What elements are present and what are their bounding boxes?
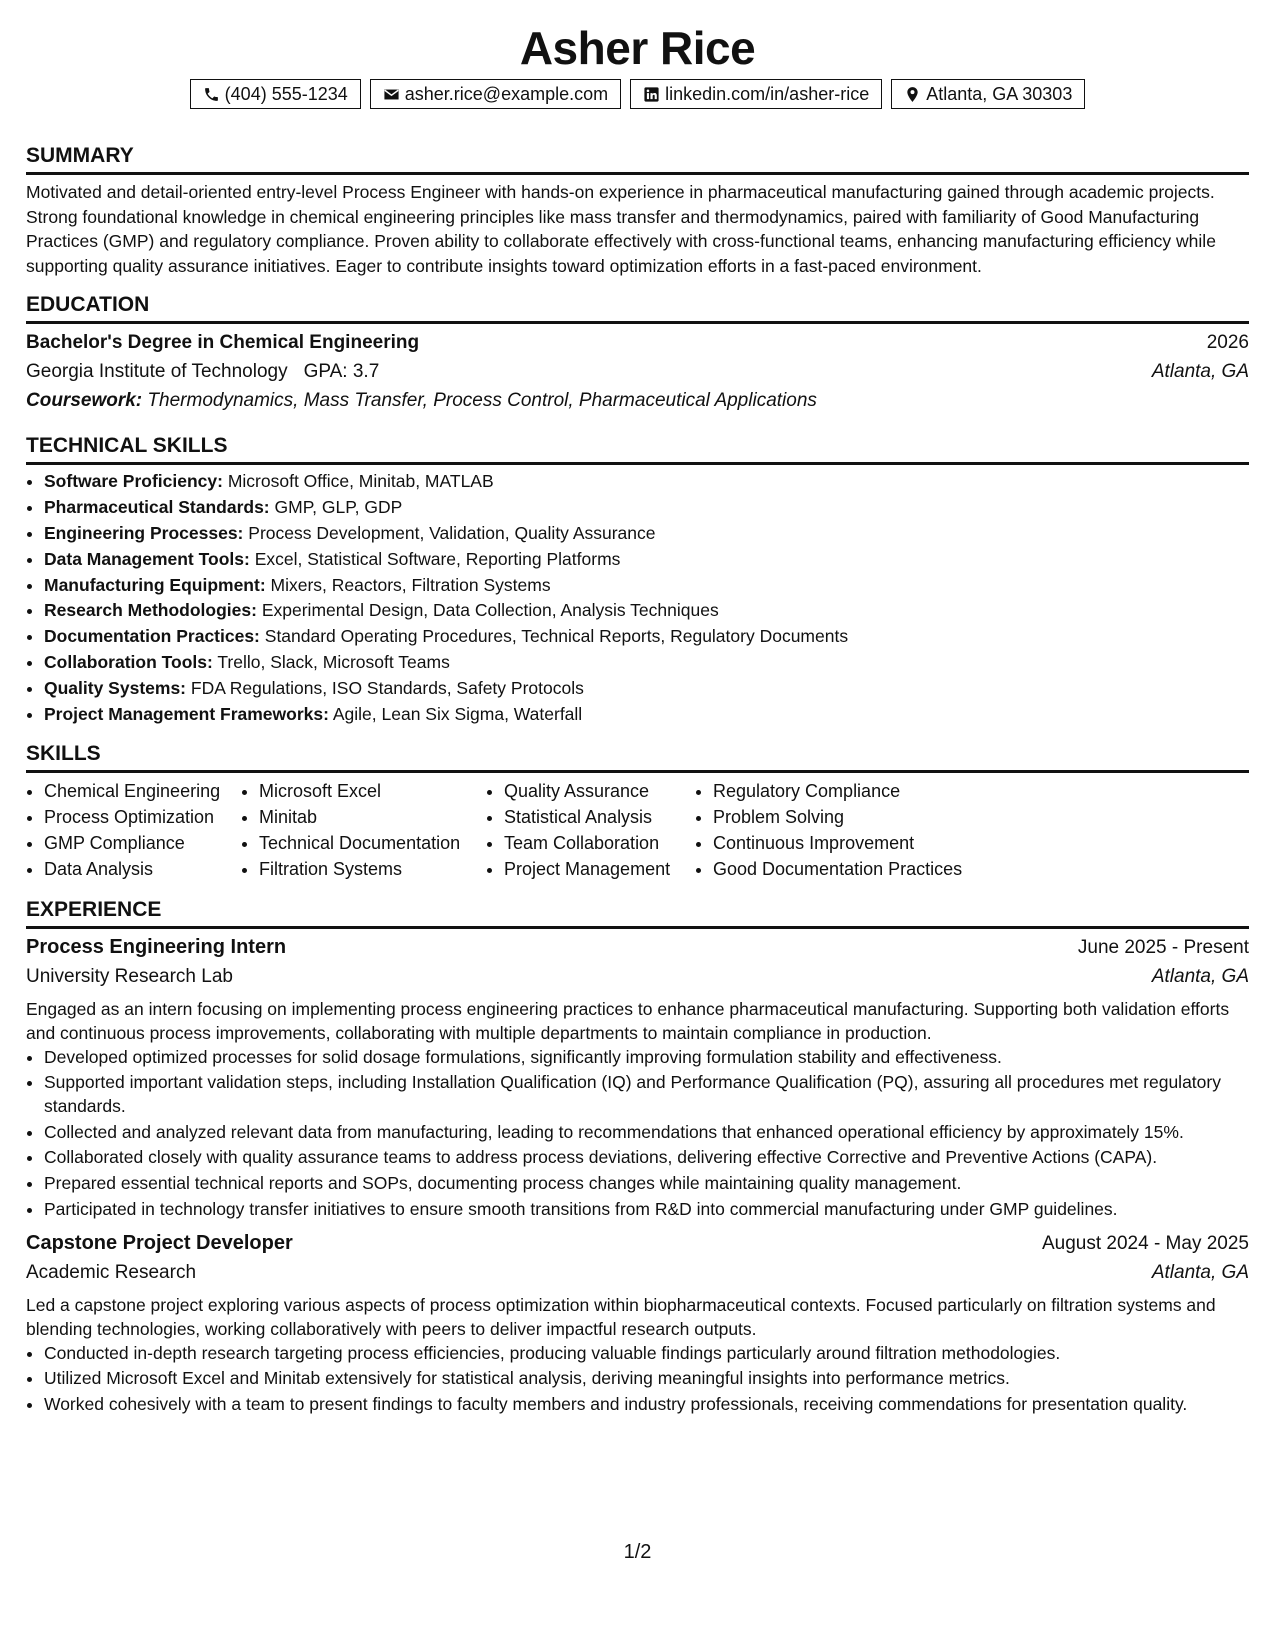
list-item: • Minitab [259, 805, 486, 831]
list-item: • Good Documentation Practices [713, 857, 1013, 883]
skill-label: Project Management Frameworks: [44, 703, 329, 724]
education-section [26, 292, 1249, 415]
summary-text: Motivated and detail-oriented entry-level Process Engineer with hands-on experience in pharmaceutical manufacturing gained through academic projects. Strong foundational knowledge in chemical engineering principles like mass transfer and thermodynamics, paired with familiarity of Good Manufacturing Practices (GMP) and regulatory compliance. Proven ability to collaborate effectively with cross-functional teams, enhancing manufacturing efficiency while supporting quality assurance initiatives. Eager to contribute insights toward optimization efforts in a fast-paced environment. [26, 182, 1216, 276]
list-item: • Statistical Analysis [504, 805, 695, 831]
phone-icon [203, 86, 220, 103]
list-item: • Process Optimization [44, 805, 241, 831]
linkedin-text: linkedin.com/in/asher-rice [665, 84, 870, 104]
job-location: Atlanta, GA [1151, 965, 1249, 987]
skill-label: Software Proficiency: [44, 471, 223, 492]
location-text: Atlanta, GA 30303 [926, 84, 1073, 104]
list-item: • Collaborated closely with quality assurance teams to address process deviations, delivering effective Corrective and Preventive Actions (CAPA). [44, 1145, 1249, 1169]
list-item [44, 469, 1249, 495]
skill-value: Experimental Design, Data Collection, Analysis Techniques [261, 600, 719, 621]
job-bullets [26, 1341, 1249, 1416]
list-item: • Chemical Engineering [44, 779, 241, 805]
list-item: • Microsoft Excel [259, 779, 486, 805]
job-title-row [26, 933, 1249, 962]
list-item: • Continuous Improvement [713, 831, 1013, 857]
skills-grid [26, 779, 1249, 882]
job-org: Academic Research [26, 1261, 197, 1283]
list-item [44, 573, 1249, 599]
list-item: • Participated in technology transfer initiatives to ensure smooth transitions from R&D into commercial manufacturing under GMP guidelines. [44, 1197, 1249, 1221]
skill-value: Agile, Lean Six Sigma, Waterfall [332, 703, 583, 724]
coursework-list: Thermodynamics, Mass Transfer, Process Control, Pharmaceutical Applications [147, 390, 817, 412]
technical-skills-section [26, 433, 1249, 727]
skill-value: Mixers, Reactors, Filtration Systems [270, 574, 551, 595]
degree-title: Bachelor's Degree in Chemical Engineering [26, 332, 420, 354]
skill-value: GMP, GLP, GDP [274, 497, 403, 518]
summary-heading: SUMMARY [26, 143, 1249, 175]
skills-section [26, 741, 1249, 882]
list-item: • Filtration Systems [259, 857, 486, 883]
skills-column [486, 779, 695, 882]
skill-value: Trello, Slack, Microsoft Teams [217, 651, 450, 672]
list-item: • Problem Solving [713, 805, 1013, 831]
job-org-row [26, 962, 1249, 991]
education-title-row [26, 328, 1249, 357]
phone-text: (404) 555-1234 [224, 84, 348, 104]
coursework-line [26, 386, 1249, 415]
skills-column [26, 779, 241, 882]
list-item [44, 702, 1249, 728]
skill-label: Research Methodologies: [44, 600, 257, 621]
skill-label: Documentation Practices: [44, 626, 260, 647]
list-item: • Regulatory Compliance [713, 779, 1013, 805]
list-item: • Technical Documentation [259, 831, 486, 857]
skill-label: Quality Systems: [44, 677, 186, 698]
list-item [44, 676, 1249, 702]
list-item [44, 650, 1249, 676]
summary-section [26, 143, 1249, 278]
experience-section [26, 897, 1249, 1416]
resume-page [26, 22, 1249, 1417]
skill-value: Excel, Statistical Software, Reporting Platforms [254, 548, 621, 569]
list-item [44, 598, 1249, 624]
envelope-icon [383, 86, 400, 103]
skills-heading: SKILLS [26, 741, 1249, 773]
skills-column [695, 779, 1013, 882]
experience-heading: EXPERIENCE [26, 897, 1249, 929]
job-entry [26, 1229, 1249, 1416]
job-location: Atlanta, GA [1151, 1261, 1249, 1283]
skill-label: Pharmaceutical Standards: [44, 497, 270, 518]
skill-label: Collaboration Tools: [44, 651, 213, 672]
candidate-name: Asher Rice [519, 22, 756, 74]
job-description: Led a capstone project exploring various aspects of process optimization within biopharmaceutical contexts. Focused particularly on filtration systems and blending technologies, working collaboratively with peers to deliver impactful research outputs. [26, 1294, 1216, 1339]
education-school-row [26, 357, 1249, 386]
skill-label: Engineering Processes: [44, 522, 244, 543]
job-entry [26, 933, 1249, 1221]
job-dates: June 2025 - Present [1077, 936, 1249, 958]
email-text: asher.rice@example.com [404, 84, 609, 104]
technical-skills-list [26, 469, 1249, 727]
list-item: • Project Management [504, 857, 695, 883]
list-item: • GMP Compliance [44, 831, 241, 857]
school-location: Atlanta, GA [1151, 361, 1249, 383]
skill-value: FDA Regulations, ISO Standards, Safety Protocols [190, 677, 584, 698]
job-title-row [26, 1229, 1249, 1258]
skill-label: Data Management Tools: [44, 548, 250, 569]
list-item [44, 521, 1249, 547]
list-item: • Worked cohesively with a team to present findings to faculty members and industry professionals, receiving commendations for presentation quality. [44, 1392, 1249, 1416]
skill-value: Standard Operating Procedures, Technical Reports, Regulatory Documents [264, 626, 849, 647]
contact-linkedin[interactable] [630, 79, 882, 109]
technical-skills-heading: TECHNICAL SKILLS [26, 433, 1249, 465]
map-pin-icon [904, 86, 921, 103]
page-number: 1/2 [623, 1541, 652, 1563]
list-item [44, 547, 1249, 573]
list-item: • Utilized Microsoft Excel and Minitab extensively for statistical analysis, deriving meaningful insights into performance metrics. [44, 1366, 1249, 1390]
job-org: University Research Lab [26, 965, 233, 987]
skill-label: Manufacturing Equipment: [44, 574, 266, 595]
contact-email[interactable] [370, 79, 621, 109]
school-line [26, 357, 379, 386]
list-item: • Quality Assurance [504, 779, 695, 805]
linkedin-icon [643, 86, 660, 103]
list-item: • Collected and analyzed relevant data from manufacturing, leading to recommendations that enhanced operational efficiency by approximately 15%. [44, 1120, 1249, 1144]
skills-column [241, 779, 486, 882]
graduation-year: 2026 [1206, 332, 1249, 354]
job-dates: August 2024 - May 2025 [1041, 1232, 1249, 1254]
skill-value: Process Development, Validation, Quality Assurance [248, 522, 656, 543]
list-item: • Supported important validation steps, including Installation Qualification (IQ) and Performance Qualification (PQ), assuring all procedures met regulatory standards. [44, 1070, 1249, 1118]
job-bullets [26, 1045, 1249, 1221]
gpa: GPA: 3.7 [303, 361, 380, 383]
contact-phone[interactable] [190, 79, 361, 109]
school-name: Georgia Institute of Technology [26, 361, 288, 383]
coursework-label: Coursework: [26, 390, 143, 412]
job-description: Engaged as an intern focusing on implementing process engineering practices to enhance pharmaceutical manufacturing. Supporting both validation efforts and continuous process improvements, collaborating with multiple departments to maintain compliance in production. [26, 998, 1230, 1043]
list-item: • Team Collaboration [504, 831, 695, 857]
list-item: • Prepared essential technical reports and SOPs, documenting process changes while maintaining quality management. [44, 1171, 1249, 1195]
list-item [44, 495, 1249, 521]
contact-bar [26, 79, 1249, 109]
list-item: • Data Analysis [44, 857, 241, 883]
list-item: • Conducted in-depth research targeting process efficiencies, producing valuable findings particularly around filtration methodologies. [44, 1341, 1249, 1365]
skill-value: Microsoft Office, Minitab, MATLAB [227, 471, 494, 492]
contact-location[interactable] [891, 79, 1085, 109]
job-role: Process Engineering Intern [26, 935, 287, 958]
list-item [44, 624, 1249, 650]
job-org-row [26, 1258, 1249, 1287]
list-item: • Developed optimized processes for solid dosage formulations, significantly improving formulation stability and effectiveness. [44, 1045, 1249, 1069]
job-role: Capstone Project Developer [26, 1231, 293, 1254]
education-heading: EDUCATION [26, 292, 1249, 324]
